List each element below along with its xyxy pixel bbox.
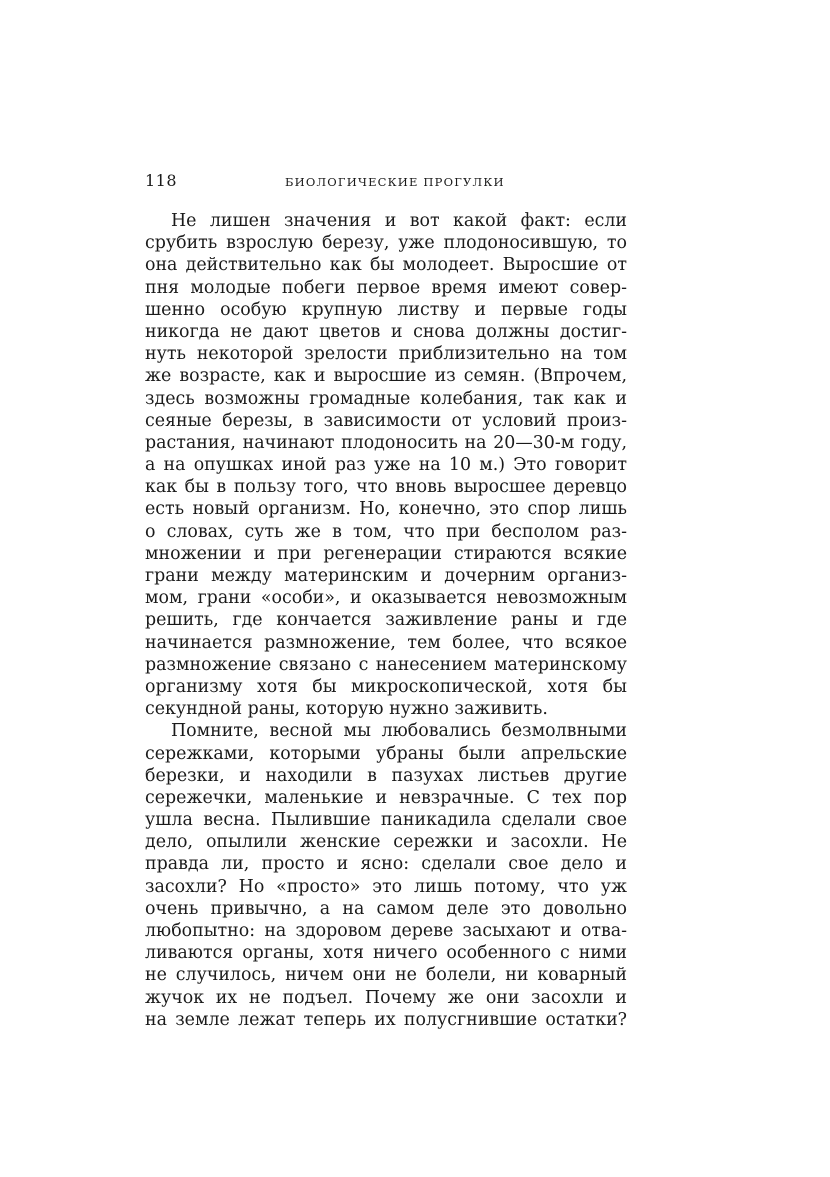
text-line: не случилось, ничем они не болели, ни коварный <box>145 965 627 986</box>
text-line: сережками, которыми убраны были апрельские <box>145 743 627 764</box>
text-line: на земле лежат теперь их полусгнившие остатки? <box>145 1009 627 1030</box>
text-line: ливаются органы, хотя ничего особенного с ними <box>145 943 627 964</box>
text-line: организму хотя бы микроскопической, хотя бы <box>145 676 627 697</box>
text-line: пня молодые побеги первое время имеют совер- <box>145 277 627 298</box>
text-line: мом, грани «особи», и оказывается невозможным <box>145 588 627 609</box>
text-line: здесь возможны громадные колебания, так как и <box>145 388 627 409</box>
text-line: сережечки, маленькие и невзрачные. С тех пор <box>145 787 627 808</box>
text-line: очень привычно, а на самом деле это довольно <box>145 898 627 919</box>
text-line: же возрасте, как и выросшие из семян. (Впрочем, <box>145 366 627 387</box>
text-line: она действительно как бы молодеет. Выросшие от <box>145 255 627 276</box>
text-line: шенно особую крупную листву и первые годы <box>145 299 627 320</box>
text-line: секундной раны, которую нужно заживить. <box>145 699 548 720</box>
text-line: ушла весна. Пылившие паникадила сделали свое <box>145 810 627 831</box>
text-line: решить, где кончается заживление раны и где <box>145 610 627 631</box>
text-line: дело, опылили женские сережки и засохли. Не <box>145 832 627 853</box>
text-line: срубить взрослую березу, уже плодоносившую, то <box>145 233 627 254</box>
text-line: есть новый организм. Но, конечно, это спор лишь <box>145 499 627 520</box>
text-line: сеяные березы, в зависимости от условий произ- <box>145 410 627 431</box>
text-line: березки, и находили в пазухах листьев другие <box>145 765 627 786</box>
text-line: Помните, весной мы любовались безмолвными <box>171 721 627 742</box>
page-number: 118 <box>145 171 178 190</box>
text-line: правда ли, просто и ясно: сделали свое дело и <box>145 854 627 875</box>
text-line: грани между материнским и дочерним организ- <box>145 566 627 586</box>
paragraph-2 <box>145 720 627 1031</box>
page-header <box>145 170 627 192</box>
text-line: засохли? Но «просто» это лишь потому, что уж <box>145 876 627 897</box>
text-line: нуть некоторой зрелости приблизительно на том <box>145 344 627 365</box>
text-line: любопытно: на здоровом дереве засыхают и отва- <box>145 921 627 941</box>
text-line: размножение связано с нанесением материнскому <box>145 654 627 675</box>
text-line: жучок их не подъел. Почему же они засохли и <box>145 987 627 1008</box>
body-text <box>145 210 627 1031</box>
text-line: как бы в пользу того, что вновь выросшее деревцо <box>145 477 627 498</box>
text-line: о словах, суть же в том, что при бесполом раз- <box>145 521 627 542</box>
running-title: БИОЛОГИЧЕСКИЕ ПРОГУЛКИ <box>285 175 505 189</box>
text-line: растания, начинают плодоносить на 20—30-м году, <box>145 432 627 453</box>
paragraph-1 <box>145 210 627 720</box>
text-line: а на опушках иной раз уже на 10 м.) Это говорит <box>145 455 627 476</box>
text-line: начинается размножение, тем более, что всякое <box>145 632 627 653</box>
text-line: никогда не дают цветов и снова должны достиг- <box>145 321 627 342</box>
text-line: множении и при регенерации стираются всякие <box>145 543 627 564</box>
text-line: Не лишен значения и вот какой факт: если <box>171 211 627 231</box>
